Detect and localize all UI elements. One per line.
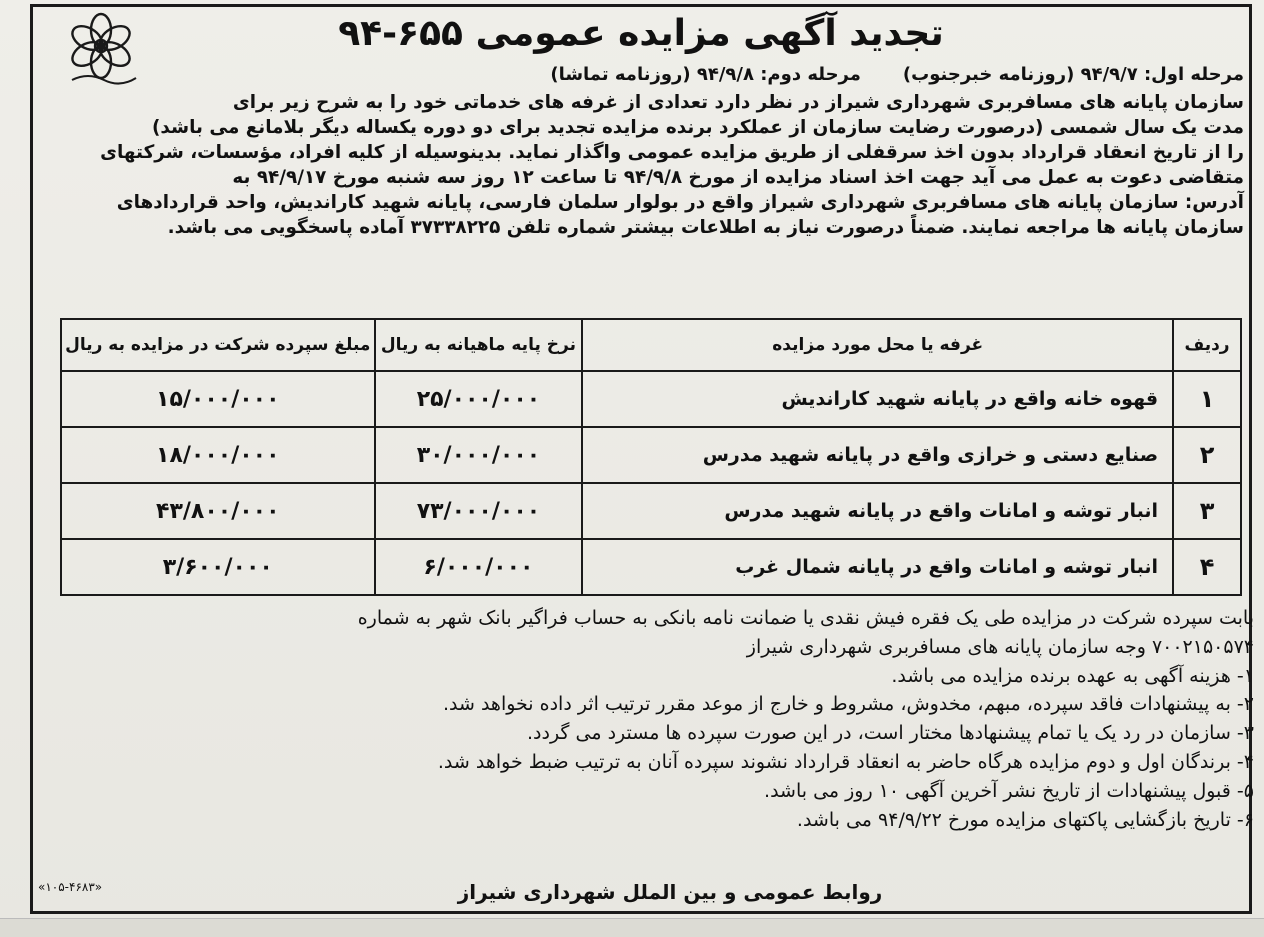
row-rate: ۶/۰۰۰/۰۰۰: [375, 539, 583, 595]
condition-item: ۳- سازمان در رد یک یا تمام پیشنهادها مختار است، در این صورت سپرده ها مسترد می گردد.: [526, 722, 1254, 745]
row-deposit: ۴۳/۸۰۰/۰۰۰: [61, 483, 375, 539]
intro-line: سازمان پایانه ها مراجعه نمایند. ضمناً درصورت نیاز به اطلاعات بیشتر شماره تلفن ۳۷۳۳۸۲۲۵ آماده پاسخگویی می باشد.: [167, 217, 1244, 238]
row-deposit: ۱۵/۰۰۰/۰۰۰: [61, 371, 375, 427]
condition-item: ۵- قبول پیشنهادات از تاریخ نشر آخرین آگهی ۱۰ روز می باشد.: [764, 779, 1254, 802]
table-header-row: [61, 319, 1241, 371]
intro-paragraph: [34, 90, 1248, 240]
row-deposit: ۱۸/۰۰۰/۰۰۰: [61, 427, 375, 483]
table-row: [61, 371, 1241, 427]
row-number: ۱: [1173, 371, 1241, 427]
next-clipping-strip: [0, 918, 1264, 937]
row-item: صنایع دستی و خرازی واقع در پایانه شهید مدرس: [582, 427, 1173, 483]
signature: روابط عمومی و بین الملل شهرداری شیراز: [457, 880, 883, 904]
intro-line: را از تاریخ انعقاد قرارداد بدون اخذ سرقفلی از طریق مزایده عمومی واگذار نماید. بدینوسیله از کلیه افراد، مؤسسات، شرکتهای: [100, 142, 1244, 163]
row-rate: ۳۰/۰۰۰/۰۰۰: [375, 427, 583, 483]
condition-item: ۲- به پیشنهادات فاقد سپرده، مبهم، مخدوش، مشروط و خارج از موعد مقرر ترتیب اثر داده نخواهد شد.: [442, 693, 1254, 716]
row-deposit: ۳/۶۰۰/۰۰۰: [61, 539, 375, 595]
intro-line: سازمان پایانه های مسافربری شهرداری شیراز در نظر دارد تعدادی از غرفه های خدماتی خود را به شرح زیر برای: [232, 92, 1244, 113]
second-publication-date: مرحله دوم: ۹۴/۹/۸ (روزنامه تماشا): [550, 64, 861, 85]
condition-item: ۱- هزینه آگهی به عهده برنده مزایده می باشد.: [891, 664, 1254, 687]
publication-dates: [34, 62, 1248, 88]
deposit-account-line: بابت سپرده شرکت در مزایده طی یک فقره فیش نقدی یا ضمانت نامه بانکی به حساب فراگیر بانک شهر به شماره: [357, 607, 1254, 629]
condition-item: ۶- تاریخ بازگشایی پاکتهای مزایده مورخ ۹۴/۹/۲۲ می باشد.: [796, 808, 1254, 831]
row-rate: ۲۵/۰۰۰/۰۰۰: [375, 371, 583, 427]
row-number: ۳: [1173, 483, 1241, 539]
row-item: انبار توشه و امانات واقع در پایانه شمال غرب: [582, 539, 1173, 595]
intro-line: آدرس: سازمان پایانه های مسافربری شهرداری شیراز واقع در بولوار سلمان فارسی، پایانه شهید کاراندیش، واحد قراردادهای: [116, 192, 1244, 213]
first-publication-date: مرحله اول: ۹۴/۹/۷ (روزنامه خبرجنوب): [902, 64, 1244, 85]
deposit-account-line: ۷۰۰۲۱۵۰۵۷۴ وجه سازمان پایانه های مسافربری شهرداری شیراز: [746, 635, 1254, 658]
row-number: ۲: [1173, 427, 1241, 483]
condition-item: ۴- برندگان اول و دوم مزایده هرگاه حاضر به انعقاد قرارداد نشوند سپرده آنان به ترتیب ضبط خواهد شد.: [437, 750, 1254, 773]
row-rate: ۷۳/۰۰۰/۰۰۰: [375, 483, 583, 539]
intro-line: متقاضی دعوت به عمل می آید جهت اخذ اسناد مزایده از مورخ ۹۴/۹/۸ تا ساعت ۱۲ روز سه شنبه مورخ ۹۴/۹/۱۷ به: [232, 167, 1244, 188]
ad-code: «۱۰۵-۴۶۸۳»: [38, 880, 103, 894]
col-header-monthly-rate: نرخ پایه ماهیانه به ریال: [375, 319, 583, 371]
table-row: [61, 427, 1241, 483]
ad-content: [34, 6, 1248, 240]
conditions-section: [50, 604, 1254, 834]
row-number: ۴: [1173, 539, 1241, 595]
intro-line: مدت یک سال شمسی (درصورت رضایت سازمان از عملکرد برنده مزایده تجدید برای دو دوره یکساله دیگر بلامانع می باشد): [152, 117, 1244, 138]
row-item: انبار توشه و امانات واقع در پایانه شهید مدرس: [582, 483, 1173, 539]
table-row: [61, 539, 1241, 595]
table-row: [61, 483, 1241, 539]
col-header-item: غرفه یا محل مورد مزایده: [582, 319, 1173, 371]
col-header-row-number: ردیف: [1173, 319, 1241, 371]
row-item: قهوه خانه واقع در پایانه شهید کاراندیش: [582, 371, 1173, 427]
col-header-deposit: مبلغ سپرده شرکت در مزایده به ریال: [61, 319, 375, 371]
auction-items-table: [60, 318, 1242, 596]
ad-title: تجدید آگهی مزایده عمومی ۶۵۵-۹۴: [338, 13, 944, 54]
